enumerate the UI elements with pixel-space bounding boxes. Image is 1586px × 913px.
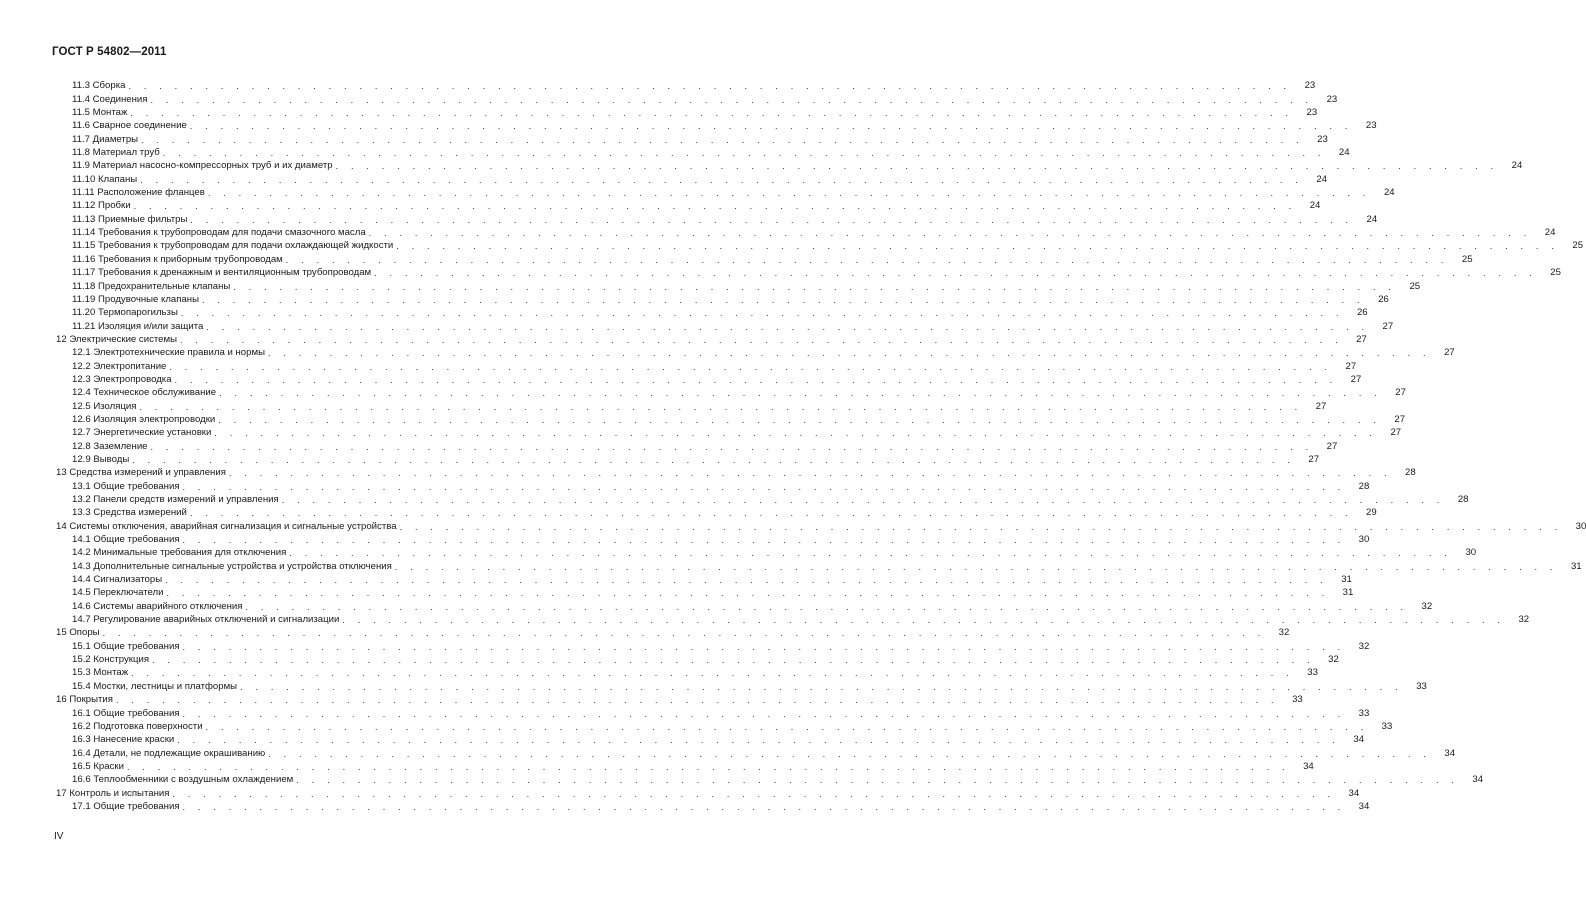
toc-entry-title: 14.7 Регулирование аварийных отключений и сигнализации (72, 614, 340, 626)
toc-entry (56, 279, 1421, 292)
toc-entry (56, 293, 1389, 306)
toc-entry-title: 11.10 Клапаны (72, 173, 138, 185)
toc-leader-dots: . . . . . . . . . . . . . . . . . . . . . . . . . . . . . . . . . . . . . . . . . . . . . . . . . . . . . . . . . . . . . . . . . . . . . . . . . . . . (131, 668, 1294, 679)
toc-leader-dots: . . . . . . . . . . . . . . . . . . . . . . . . . . . . . . . . . . . . . . . . . . . . . . . . . . . . . . . . . . . . . . . . . . . . . . . . . . . . (140, 174, 1303, 185)
toc-entry-page: 32 (1278, 627, 1290, 639)
toc-entry-page: 30 (1465, 547, 1477, 559)
toc-entry (56, 373, 1362, 386)
toc-entry-page: 23 (1365, 120, 1377, 132)
toc-leader-dots: . . . . . . . . . . . . . . . . . . . . . . . . . . . . . . . . . . . . . . . . . . . . . . . . . . . . . . . . . . . . . . . . . . . . . . . . . . . . (205, 721, 1369, 732)
toc-entry-page: 27 (1345, 360, 1357, 372)
toc-entry-title: 14.5 Переключатели (72, 587, 164, 599)
toc-entry (56, 533, 1370, 546)
toc-entry (56, 586, 1354, 599)
toc-entry-title: 11.18 Предохранительные клапаны (72, 280, 231, 292)
toc-entry-page: 23 (1326, 93, 1338, 105)
toc-entry-page: 34 (1353, 734, 1365, 746)
toc-entry (56, 119, 1377, 132)
toc-entry-page: 24 (1544, 227, 1556, 239)
table-of-contents (56, 79, 1586, 813)
toc-entry-page: 30 (1358, 534, 1370, 546)
toc-entry-title: 14.6 Системы аварийного отключения (72, 600, 243, 612)
toc-entry (56, 506, 1377, 519)
toc-entry (56, 800, 1370, 813)
toc-entry-title: 14.1 Общие требования (72, 534, 180, 546)
toc-entry-title: 12.9 Выводы (72, 453, 130, 465)
toc-leader-dots: . . . . . . . . . . . . . . . . . . . . . . . . . . . . . . . . . . . . . . . . . . . . . . . . . . . . . . . . . . . . . . . . . . . . . . . . . . . . (126, 761, 1290, 772)
toc-leader-dots: . . . . . . . . . . . . . . . . . . . . . . . . . . . . . . . . . . . . . . . . . . . . . . . . . . . . . . . . . . . . . . . . . . . . . . . . . . . . (182, 481, 1346, 492)
toc-entry-page: 29 (1366, 507, 1377, 519)
toc-entry (56, 453, 1320, 466)
toc-entry (56, 626, 1290, 639)
toc-leader-dots: . . . . . . . . . . . . . . . . . . . . . . . . . . . . . . . . . . . . . . . . . . . . . . . . . . . . . . . . . . . . . . . . . . . . . . . . . . . . (182, 535, 1346, 546)
toc-entry-title: 11.5 Монтаж (72, 107, 128, 119)
toc-entry-title: 11.16 Требования к приборным трубопроводам (72, 253, 283, 265)
toc-leader-dots: . . . . . . . . . . . . . . . . . . . . . . . . . . . . . . . . . . . . . . . . . . . . . . . . . . . . . . . . . . . . . . . . . . . . . . . . . . . . (162, 148, 1326, 159)
toc-entry-page: 28 (1405, 467, 1416, 479)
toc-entry-title: 17 Контроль и испытания (56, 787, 170, 799)
toc-entry-title: 13.3 Средства измерений (72, 507, 187, 519)
toc-entry-page: 23 (1306, 107, 1318, 119)
toc-leader-dots: . . . . . . . . . . . . . . . . . . . . . . . . . . . . . . . . . . . . . . . . . . . . . . . . . . . . . . . . . . . . . . . . . . . . . . . . . . . . (115, 695, 1279, 706)
toc-entry (56, 359, 1357, 372)
toc-entry-title: 11.11 Расположение фланцев (72, 187, 205, 199)
toc-entry (56, 212, 1378, 225)
toc-entry-page: 34 (1472, 774, 1484, 786)
toc-entry-page: 24 (1366, 213, 1378, 225)
toc-entry-page: 24 (1316, 173, 1327, 185)
toc-leader-dots: . . . . . . . . . . . . . . . . . . . . . . . . . . . . . . . . . . . . . . . . . . . . . . . . . . . . . . . . . . . . . . . . . . . . . . . . . . . . (150, 94, 1314, 105)
toc-entry-title: 11.4 Соединения (72, 93, 148, 105)
toc-entry-page: 33 (1307, 667, 1318, 679)
toc-leader-dots: . . . . . . . . . . . . . . . . . . . . . . . . . . . . . . . . . . . . . . . . . . . . . . . . . . . . . . . . . . . . . . . . . . . . . . . . . . . . (190, 214, 1354, 225)
toc-entry-title: 16.3 Нанесение краски (72, 734, 175, 746)
toc-entry (56, 693, 1303, 706)
toc-entry-title: 12.5 Изоляция (72, 400, 137, 412)
toc-entry-title: 12.7 Энергетические установки (72, 427, 212, 439)
toc-entry-title: 14.2 Минимальные требования для отключения (72, 547, 287, 559)
toc-leader-dots: . . . . . . . . . . . . . . . . . . . . . . . . . . . . . . . . . . . . . . . . . . . . . . . . . . . . . . . . . . . . . . . . . . . . . . . . . . . . (182, 641, 1346, 652)
toc-entry-title: 11.19 Продувочные клапаны (72, 293, 199, 305)
toc-entry (56, 760, 1314, 773)
toc-entry-title: 15.4 Мостки, лестницы и платформы (72, 680, 238, 692)
toc-entry-title: 11.21 Изоляция и/или защита (72, 320, 204, 332)
toc-entry-page: 33 (1381, 720, 1393, 732)
toc-leader-dots: . . . . . . . . . . . . . . . . . . . . . . . . . . . . . . . . . . . . . . . . . . . . . . . . . . . . . . . . . . . . . . . . . . . . . . . . . . . . (233, 281, 1397, 292)
toc-entry (56, 706, 1370, 719)
toc-leader-dots: . . . . . . . . . . . . . . . . . . . . . . . . . . . . . . . . . . . . . . . . . . . . . . . . . . . . . . . . . . . . . . . . . . . . . . . . . . . . (133, 201, 1297, 212)
toc-entry-page: 34 (1303, 760, 1314, 772)
toc-leader-dots: . . . . . . . . . . . . . . . . . . . . . . . . . . . . . . . . . . . . . . . . . . . . . . . . . . . . . . . . . . . . . . . . . . . . . . . . . . . . (399, 521, 1563, 532)
toc-entry (56, 519, 1586, 532)
toc-leader-dots: . . . . . . . . . . . . . . . . . . . . . . . . . . . . . . . . . . . . . . . . . . . . . . . . . . . . . . . . . . . . . . . . . . . . . . . . . . . . (267, 348, 1431, 359)
toc-entry-title: 13.1 Общие требования (72, 480, 180, 492)
toc-leader-dots: . . . . . . . . . . . . . . . . . . . . . . . . . . . . . . . . . . . . . . . . . . . . . . . . . . . . . . . . . . . . . . . . . . . . . . . . . . . . (189, 121, 1353, 132)
toc-leader-dots: . . . . . . . . . . . . . . . . . . . . . . . . . . . . . . . . . . . . . . . . . . . . . . . . . . . . . . . . . . . . . . . . . . . . . . . . . . . . (172, 788, 1336, 799)
toc-entry (56, 599, 1433, 612)
toc-leader-dots: . . . . . . . . . . . . . . . . . . . . . . . . . . . . . . . . . . . . . . . . . . . . . . . . . . . . . . . . . . . . . . . . . . . . . . . . . . . . (102, 628, 1266, 639)
toc-entry-page: 33 (1416, 680, 1427, 692)
toc-entry (56, 679, 1427, 692)
toc-leader-dots: . . . . . . . . . . . . . . . . . . . . . . . . . . . . . . . . . . . . . . . . . . . . . . . . . . . . . . . . . . . . . . . . . . . . . . . . . . . . (368, 228, 1532, 239)
toc-entry (56, 720, 1393, 733)
toc-leader-dots: . . . . . . . . . . . . . . . . . . . . . . . . . . . . . . . . . . . . . . . . . . . . . . . . . . . . . . . . . . . . . . . . . . . . . . . . . . . . (281, 495, 1445, 505)
toc-entry-page: 26 (1378, 293, 1389, 305)
page-number: IV (54, 831, 64, 842)
toc-entry-title: 11.12 Пробки (72, 200, 131, 212)
toc-leader-dots: . . . . . . . . . . . . . . . . . . . . . . . . . . . . . . . . . . . . . . . . . . . . . . . . . . . . . . . . . . . . . . . . . . . . . . . . . . . . (165, 575, 1328, 586)
toc-entry-page: 25 (1572, 240, 1584, 252)
toc-entry (56, 186, 1395, 199)
toc-entry-title: 12.1 Электротехнические правила и нормы (72, 347, 265, 359)
toc-entry-title: 11.7 Диаметры (72, 133, 139, 145)
toc-leader-dots: . . . . . . . . . . . . . . . . . . . . . . . . . . . . . . . . . . . . . . . . . . . . . . . . . . . . . . . . . . . . . . . . . . . . . . . . . . . . (130, 108, 1294, 119)
toc-leader-dots: . . . . . . . . . . . . . . . . . . . . . . . . . . . . . . . . . . . . . . . . . . . . . . . . . . . . . . . . . . . . . . . . . . . . . . . . . . . . (166, 588, 1330, 599)
toc-entry (56, 399, 1327, 412)
toc-entry-page: 30 (1575, 520, 1586, 532)
toc-entry-page: 27 (1444, 347, 1455, 359)
toc-entry-title: 14.4 Сигнализаторы (72, 574, 163, 586)
toc-leader-dots: . . . . . . . . . . . . . . . . . . . . . . . . . . . . . . . . . . . . . . . . . . . . . . . . . . . . . . . . . . . . . . . . . . . . . . . . . . . . (214, 428, 1378, 439)
toc-entry-title: 17.1 Общие требования (72, 800, 180, 812)
toc-entry (56, 92, 1338, 105)
toc-leader-dots: . . . . . . . . . . . . . . . . . . . . . . . . . . . . . . . . . . . . . . . . . . . . . . . . . . . . . . . . . . . . . . . . . . . . . . . . . . . . (141, 134, 1304, 145)
toc-entry-page: 26 (1356, 307, 1368, 319)
toc-leader-dots: . . . . . . . . . . . . . . . . . . . . . . . . . . . . . . . . . . . . . . . . . . . . . . . . . . . . . . . . . . . . . . . . . . . . . . . . . . . . (174, 374, 1338, 385)
toc-entry (56, 653, 1339, 666)
toc-entry-page: 34 (1444, 747, 1456, 759)
toc-leader-dots: . . . . . . . . . . . . . . . . . . . . . . . . . . . . . . . . . . . . . . . . . . . . . . . . . . . . . . . . . . . . . . . . . . . . . . . . . . . . (374, 268, 1537, 279)
toc-entry-page: 34 (1358, 800, 1370, 812)
toc-entry-title: 13 Средства измерений и управления (56, 467, 226, 479)
toc-entry-page: 32 (1358, 640, 1370, 652)
toc-entry (56, 573, 1352, 586)
toc-entry (56, 733, 1365, 746)
toc-leader-dots: . . . . . . . . . . . . . . . . . . . . . . . . . . . . . . . . . . . . . . . . . . . . . . . . . . . . . . . . . . . . . . . . . . . . . . . . . . . . (206, 321, 1370, 332)
toc-entry (56, 413, 1406, 426)
toc-leader-dots: . . . . . . . . . . . . . . . . . . . . . . . . . . . . . . . . . . . . . . . . . . . . . . . . . . . . . . . . . . . . . . . . . . . . . . . . . . . . (207, 188, 1371, 199)
toc-entry-page: 27 (1356, 333, 1367, 345)
toc-entry-page: 24 (1511, 160, 1523, 172)
toc-entry-title: 12.4 Техническое обслуживание (72, 387, 217, 399)
toc-leader-dots: . . . . . . . . . . . . . . . . . . . . . . . . . . . . . . . . . . . . . . . . . . . . . . . . . . . . . . . . . . . . . . . . . . . . . . . . . . . . (335, 161, 1499, 172)
toc-entry-page: 27 (1315, 400, 1327, 412)
toc-entry (56, 426, 1402, 439)
toc-leader-dots: . . . . . . . . . . . . . . . . . . . . . . . . . . . . . . . . . . . . . . . . . . . . . . . . . . . . . . . . . . . . . . . . . . . . . . . . . . . . (228, 468, 1392, 479)
toc-entry-page: 24 (1383, 187, 1395, 199)
toc-leader-dots: . . . . . . . . . . . . . . . . . . . . . . . . . . . . . . . . . . . . . . . . . . . . . . . . . . . . . . . . . . . . . . . . . . . . . . . . . . . . (342, 615, 1506, 626)
toc-entry (56, 386, 1406, 399)
toc-entry (56, 333, 1367, 346)
toc-entry-title: 16.6 Теплообменники с воздушным охлаждением (72, 774, 294, 786)
toc-entry-title: 16.2 Подготовка поверхности (72, 720, 203, 732)
toc-entry-page: 25 (1461, 253, 1473, 265)
toc-entry (56, 226, 1556, 239)
toc-entry-page: 27 (1350, 373, 1362, 385)
toc-leader-dots: . . . . . . . . . . . . . . . . . . . . . . . . . . . . . . . . . . . . . . . . . . . . . . . . . . . . . . . . . . . . . . . . . . . . . . . . . . . . (182, 708, 1346, 719)
toc-entry (56, 466, 1416, 479)
toc-entry-page: 24 (1309, 200, 1321, 212)
toc-entry (56, 493, 1469, 506)
toc-entry-title: 16.1 Общие требования (72, 707, 180, 719)
toc-entry (56, 239, 1584, 252)
toc-entry-title: 12.2 Электропитание (72, 360, 167, 372)
toc-entry (56, 439, 1338, 452)
toc-entry-title: 16.4 Детали, не подлежащие окрашиванию (72, 747, 266, 759)
toc-entry-page: 25 (1409, 280, 1421, 292)
toc-entry-title: 16.5 Краски (72, 760, 124, 772)
toc-entry (56, 746, 1456, 759)
toc-entry (56, 319, 1394, 332)
toc-entry (56, 773, 1484, 786)
toc-entry (56, 159, 1523, 172)
toc-entry-title: 13.2 Панели средств измерений и управления (72, 494, 279, 505)
toc-entry-title: 12.8 Заземление (72, 440, 148, 452)
toc-entry (56, 252, 1473, 265)
toc-entry-title: 11.8 Материал труб (72, 147, 160, 159)
toc-leader-dots: . . . . . . . . . . . . . . . . . . . . . . . . . . . . . . . . . . . . . . . . . . . . . . . . . . . . . . . . . . . . . . . . . . . . . . . . . . . . (177, 735, 1341, 746)
toc-entry-page: 27 (1326, 440, 1338, 452)
toc-leader-dots: . . . . . . . . . . . . . . . . . . . . . . . . . . . . . . . . . . . . . . . . . . . . . . . . . . . . . . . . . . . . . . . . . . . . . . . . . . . . (180, 334, 1343, 345)
toc-leader-dots: . . . . . . . . . . . . . . . . . . . . . . . . . . . . . . . . . . . . . . . . . . . . . . . . . . . . . . . . . . . . . . . . . . . . . . . . . . . . (189, 508, 1353, 519)
toc-entry (56, 666, 1318, 679)
toc-entry-page: 33 (1292, 694, 1303, 706)
toc-entry-title: 14 Системы отключения, аварийная сигнализация и сигнальные устройства (56, 520, 397, 532)
toc-entry-page: 27 (1308, 453, 1320, 465)
toc-entry-title: 11.6 Сварное соединение (72, 120, 187, 132)
toc-entry-title: 11.9 Материал насосно-компрессорных труб и их диаметр (72, 160, 333, 172)
toc-entry-title: 15.2 Конструкция (72, 654, 150, 666)
toc-entry-title: 12 Электрические системы (56, 333, 177, 345)
toc-entry-page: 31 (1342, 587, 1354, 599)
toc-entry-title: 15 Опоры (56, 627, 100, 639)
toc-entry-page: 28 (1457, 494, 1469, 505)
toc-leader-dots: . . . . . . . . . . . . . . . . . . . . . . . . . . . . . . . . . . . . . . . . . . . . . . . . . . . . . . . . . . . . . . . . . . . . . . . . . . . . (218, 414, 1382, 425)
toc-entry-title: 11.13 Приемные фильтры (72, 213, 188, 225)
toc-entry-page: 27 (1390, 427, 1402, 439)
toc-leader-dots: . . . . . . . . . . . . . . . . . . . . . . . . . . . . . . . . . . . . . . . . . . . . . . . . . . . . . . . . . . . . . . . . . . . . . . . . . . . . (139, 401, 1303, 412)
toc-leader-dots: . . . . . . . . . . . . . . . . . . . . . . . . . . . . . . . . . . . . . . . . . . . . . . . . . . . . . . . . . . . . . . . . . . . . . . . . . . . . (180, 308, 1344, 319)
toc-leader-dots: . . . . . . . . . . . . . . . . . . . . . . . . . . . . . . . . . . . . . . . . . . . . . . . . . . . . . . . . . . . . . . . . . . . . . . . . . . . . (289, 548, 1453, 559)
toc-entry-title: 15.3 Монтаж (72, 667, 129, 679)
toc-leader-dots: . . . . . . . . . . . . . . . . . . . . . . . . . . . . . . . . . . . . . . . . . . . . . . . . . . . . . . . . . . . . . . . . . . . . . . . . . . . . (201, 294, 1365, 305)
toc-entry-title: 16 Покрытия (56, 694, 113, 706)
toc-entry (56, 639, 1370, 652)
toc-entry-page: 33 (1358, 707, 1370, 719)
toc-leader-dots: . . . . . . . . . . . . . . . . . . . . . . . . . . . . . . . . . . . . . . . . . . . . . . . . . . . . . . . . . . . . . . . . . . . . . . . . . . . . (394, 561, 1558, 572)
toc-entry-title: 14.3 Дополнительные сигнальные устройства и устройства отключения (72, 560, 392, 572)
toc-leader-dots: . . . . . . . . . . . . . . . . . . . . . . . . . . . . . . . . . . . . . . . . . . . . . . . . . . . . . . . . . . . . . . . . . . . . . . . . . . . . (152, 655, 1315, 666)
toc-entry (56, 266, 1561, 279)
toc-leader-dots: . . . . . . . . . . . . . . . . . . . . . . . . . . . . . . . . . . . . . . . . . . . . . . . . . . . . . . . . . . . . . . . . . . . . . . . . . . . . (296, 775, 1460, 786)
toc-entry (56, 132, 1328, 145)
toc-entry-title: 11.3 Сборка (72, 80, 126, 92)
toc-leader-dots: . . . . . . . . . . . . . . . . . . . . . . . . . . . . . . . . . . . . . . . . . . . . . . . . . . . . . . . . . . . . . . . . . . . . . . . . . . . . (268, 748, 1432, 759)
toc-entry (56, 346, 1455, 359)
toc-entry (56, 306, 1368, 319)
toc-entry-title: 12.6 Изоляция электропроводки (72, 413, 216, 425)
toc-leader-dots: . . . . . . . . . . . . . . . . . . . . . . . . . . . . . . . . . . . . . . . . . . . . . . . . . . . . . . . . . . . . . . . . . . . . . . . . . . . . (219, 388, 1382, 399)
toc-entry-page: 32 (1518, 614, 1530, 626)
toc-entry (56, 172, 1327, 185)
toc-entry-page: 28 (1358, 480, 1370, 492)
toc-leader-dots: . . . . . . . . . . . . . . . . . . . . . . . . . . . . . . . . . . . . . . . . . . . . . . . . . . . . . . . . . . . . . . . . . . . . . . . . . . . . (169, 361, 1333, 372)
toc-entry-title: 11.15 Требования к трубопроводам для подачи охлаждающей жидкости (72, 240, 394, 252)
toc-entry (56, 786, 1360, 799)
toc-leader-dots: . . . . . . . . . . . . . . . . . . . . . . . . . . . . . . . . . . . . . . . . . . . . . . . . . . . . . . . . . . . . . . . . . . . . . . . . . . . . (396, 241, 1560, 252)
toc-entry-title: 11.20 Термопарогильзы (72, 307, 178, 319)
toc-entry-page: 31 (1570, 560, 1582, 572)
toc-entry-title: 12.3 Электропроводка (72, 373, 172, 385)
toc-entry (56, 106, 1318, 119)
toc-entry-title: 15.1 Общие требования (72, 640, 180, 652)
toc-leader-dots: . . . . . . . . . . . . . . . . . . . . . . . . . . . . . . . . . . . . . . . . . . . . . . . . . . . . . . . . . . . . . . . . . . . . . . . . . . . . (245, 601, 1409, 612)
toc-entry-page: 32 (1328, 654, 1339, 666)
toc-entry-page: 27 (1395, 387, 1406, 399)
toc-entry (56, 79, 1316, 92)
toc-entry-page: 27 (1382, 320, 1394, 332)
toc-entry-page: 25 (1550, 267, 1561, 279)
toc-entry-page: 23 (1304, 80, 1316, 92)
toc-entry (56, 479, 1370, 492)
toc-entry-page: 24 (1338, 147, 1350, 159)
toc-entry (56, 199, 1321, 212)
toc-entry-page: 31 (1341, 574, 1352, 586)
toc-entry-title: 11.17 Требования к дренажным и вентиляционным трубопроводам (72, 267, 372, 279)
toc-entry-page: 32 (1421, 600, 1433, 612)
toc-entry-page: 27 (1394, 413, 1406, 425)
toc-entry (56, 559, 1582, 572)
toc-leader-dots: . . . . . . . . . . . . . . . . . . . . . . . . . . . . . . . . . . . . . . . . . . . . . . . . . . . . . . . . . . . . . . . . . . . . . . . . . . . . (182, 801, 1346, 812)
toc-leader-dots: . . . . . . . . . . . . . . . . . . . . . . . . . . . . . . . . . . . . . . . . . . . . . . . . . . . . . . . . . . . . . . . . . . . . . . . . . . . . (150, 441, 1314, 452)
toc-leader-dots: . . . . . . . . . . . . . . . . . . . . . . . . . . . . . . . . . . . . . . . . . . . . . . . . . . . . . . . . . . . . . . . . . . . . . . . . . . . . (240, 681, 1403, 692)
toc-leader-dots: . . . . . . . . . . . . . . . . . . . . . . . . . . . . . . . . . . . . . . . . . . . . . . . . . . . . . . . . . . . . . . . . . . . . . . . . . . . . (132, 454, 1296, 465)
toc-entry (56, 146, 1350, 159)
document-header: ГОСТ Р 54802—2011 (52, 46, 167, 58)
toc-entry-page: 34 (1348, 787, 1360, 799)
toc-entry-title: 11.14 Требования к трубопроводам для подачи смазочного масла (72, 227, 366, 239)
toc-entry (56, 546, 1477, 559)
toc-entry-page: 23 (1317, 133, 1328, 145)
toc-leader-dots: . . . . . . . . . . . . . . . . . . . . . . . . . . . . . . . . . . . . . . . . . . . . . . . . . . . . . . . . . . . . . . . . . . . . . . . . . . . . (128, 81, 1292, 92)
toc-entry (56, 613, 1530, 626)
toc-leader-dots: . . . . . . . . . . . . . . . . . . . . . . . . . . . . . . . . . . . . . . . . . . . . . . . . . . . . . . . . . . . . . . . . . . . . . . . . . . . . (285, 254, 1449, 265)
